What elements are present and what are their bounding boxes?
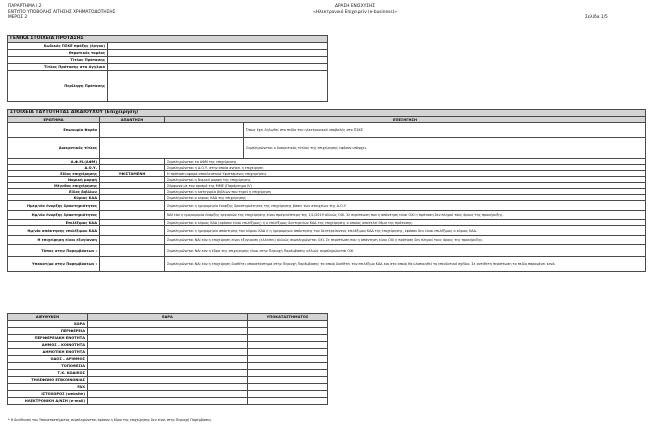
identity-label: Ημ/νία απόκτησης επιλέξιμου ΚΑΔ bbox=[8, 226, 100, 236]
general-value-field[interactable] bbox=[108, 43, 328, 50]
identity-section-title: ΣΤΟΙΧΕΙΑ ΤΑΥΤΟΤΗΤΑΣ ΔΙΚΑΙΟΥΧΟΥ (Επιχείρηση) bbox=[8, 110, 646, 117]
branch-field[interactable] bbox=[248, 328, 328, 335]
general-section-title: ΓΕΝΙΚΑ ΣΤΟΙΧΕΙΑ ΠΡΟΤΑΣΗΣ bbox=[8, 36, 328, 43]
address-label: ΔΗΜΟΣ – ΚΟΙΝΟΤΗΤΑ bbox=[8, 342, 88, 349]
general-label: Τίτλος Πρότασης bbox=[8, 57, 108, 64]
branch-field[interactable] bbox=[248, 335, 328, 342]
part-label: ΜΕΡΟΣ 2 bbox=[8, 15, 28, 21]
action-name: «Ηλεκτρονικό Επιχειρείν (e-business)» bbox=[313, 9, 397, 15]
seat-field[interactable] bbox=[88, 377, 248, 384]
seat-field[interactable] bbox=[88, 363, 248, 370]
answer-field[interactable] bbox=[100, 123, 244, 138]
identity-explain: Συμπληρώνεται ο κύριος ΚΑΔ (εφόσον είναι επιλέξιμος) ή ο επιλέξιμος δευτερεύων ΚΑΔ της επιχείρησης ο οποίος αποτελεί θέμα της πρότασης. bbox=[165, 220, 646, 226]
column-header-answer: ΑΠΑΝΤΗΣΗ bbox=[100, 117, 165, 123]
identity-label: Τόπος στην Παρεμβάσεων : bbox=[8, 245, 100, 257]
address-label: FAX bbox=[8, 384, 88, 391]
identity-explain: Συμπληρώνεται το ΑΦΜ της επιχείρησης bbox=[165, 159, 646, 165]
identity-label: Δ.Ο.Υ. bbox=[8, 165, 100, 171]
identity-label: Διακριτικός τίτλος bbox=[8, 138, 100, 159]
identity-explain: Συμπληρώνεται η ημερομηνία έναρξης δραστηριότητας της επιχείρησης βάσει των στοιχείων της Δ.Ο.Υ. bbox=[165, 201, 646, 211]
branch-field[interactable] bbox=[248, 398, 328, 405]
seat-field[interactable] bbox=[88, 335, 248, 342]
identity-label: Επωνυμία Φορέα bbox=[8, 123, 100, 138]
column-header-seat: ΕΔΡΑ bbox=[88, 314, 248, 321]
address-label: ΟΔΟΣ – ΑΡΙΘΜΟΣ bbox=[8, 356, 88, 363]
branch-field[interactable] bbox=[248, 321, 328, 328]
identity-explain: Συμπληρώνεται ΝΑΙ εάν η έδρα της επιχείρησης είναι στην Περιοχή Παρέμβασης αλλιώς συμπληρώνεται ΟΧΙ bbox=[165, 245, 646, 257]
identity-explain: Συμπληρώνεται η Νομική μορφή της επιχείρησης bbox=[165, 177, 646, 183]
action-label: ΔΡΑΣΗ ΕΝΙΣΧΥΣΗΣ bbox=[335, 4, 375, 9]
address-table bbox=[7, 313, 328, 405]
column-header-address: ΔΙΕΥΘΥΝΣΗ bbox=[8, 314, 88, 321]
answer-field[interactable] bbox=[100, 236, 165, 245]
answer-field[interactable] bbox=[100, 257, 165, 272]
identity-explain: ΝΑΙ εάν η ημερομηνία έναρξης εργασιών της επιχείρησης είναι προγενέστερη της 1/1/2019 αλλιώς ΟΧΙ. Σε περίπτωση που η απάντηση είναι ΟΧΙ η πρόταση δεν πληροί τους όρους της προκήρυξης. bbox=[165, 211, 646, 220]
address-label: ΠΕΡΙΦΕΡΕΙΑΚΗ ΕΝΟΤΗΤΑ bbox=[8, 335, 88, 342]
form-title: ΕΝΤΥΠΟ ΥΠΟΒΟΛΗΣ ΑΙΤΗΣΗΣ ΧΡΗΜΑΤΟΔΟΤΗΣΗΣ bbox=[8, 9, 116, 15]
identity-explain: Όπως έχει δηλωθεί στο πεδίο του ηλεκτρονικού υποβολής στο ΠΣΚΕ bbox=[244, 123, 646, 138]
branch-field[interactable] bbox=[248, 349, 328, 356]
general-value-field[interactable] bbox=[108, 57, 328, 64]
identity-label: Είδος βιβλίων bbox=[8, 189, 100, 195]
identity-label: Ημ/νία έναρξης δραστηριότητας bbox=[8, 211, 100, 220]
seat-field[interactable] bbox=[88, 384, 248, 391]
general-label: Περίληψη Πρότασης bbox=[8, 71, 108, 102]
seat-field[interactable] bbox=[88, 342, 248, 349]
identity-label: Επιλέξιμος ΚΑΔ bbox=[8, 220, 100, 226]
address-label: ΠΕΡΙΦΕΡΕΙΑ bbox=[8, 328, 88, 335]
identity-label: Νομική μορφή bbox=[8, 177, 100, 183]
address-label: ΤΗΛΕΦΩΝΟ ΕΠΙΚΟΙΝΩΝΙΑΣ bbox=[8, 377, 88, 384]
identity-explain: Συμπληρώνεται η κατηγορία βιβλίων που τηρεί η επιχείρηση bbox=[165, 189, 646, 195]
identity-table bbox=[7, 109, 646, 272]
column-header-branch: ΥΠΟΚΑΤΑΣΤΗΜΑΤΟΣ bbox=[248, 314, 328, 321]
page-number: Σελίδα 1/5 bbox=[585, 15, 608, 20]
branch-field[interactable] bbox=[248, 356, 328, 363]
identity-label: Α.Φ.Μ.(ΑΦΜ) bbox=[8, 159, 100, 165]
header-center bbox=[280, 4, 430, 15]
identity-label: Ημερ/νία έναρξης δραστηριότητας bbox=[8, 201, 100, 211]
general-value-field[interactable] bbox=[108, 50, 328, 57]
answer-field[interactable] bbox=[100, 138, 244, 159]
annex-label: ΠΑΡΑΡΤΗΜΑ Ι.2 bbox=[8, 4, 42, 9]
branch-field[interactable] bbox=[248, 384, 328, 391]
identity-label: Υποκατ/μα στην Παρεμβάσεων : bbox=[8, 257, 100, 272]
column-header-explain: ΕΠΕΞΗΓΗΣΗ bbox=[165, 117, 646, 123]
answer-field[interactable] bbox=[100, 211, 165, 220]
general-label: Κωδικός ΠΣΚΕ πρόξης (έργου) bbox=[8, 43, 108, 50]
address-label: ΗΛΕΚΤΡΟΝΙΚΗ Δ/ΝΣΗ (e-mail) bbox=[8, 398, 88, 405]
answer-field[interactable] bbox=[100, 201, 165, 211]
general-value-field[interactable] bbox=[108, 71, 328, 102]
branch-field[interactable] bbox=[248, 363, 328, 370]
seat-field[interactable] bbox=[88, 356, 248, 363]
identity-explain: Συμπληρώνεται η Δ.Ο.Υ. στην οποία ανήκει η επιχείρηση bbox=[165, 165, 646, 171]
identity-explain: Συμπληρώνεται η ημερομηνία απόκτησης του κύριου ΚΑΔ ή η ημερομηνία απόκτησης του δευτερεύοντος επιλέξιμου ΚΑΔ της επιχείρησης, εφόσον δεν είναι επιλέξιμος ο κύριος ΚΑΔ. bbox=[165, 226, 646, 236]
identity-explain: Συμπληρώνεται ΝΑΙ εάν η επιχείρηση είναι εξυγίανση (ελλείπει) αλλιώς συμπληρώνεται ΟΧΙ. Σε περίπτωση που η απάντηση είναι ΟΧΙ η πρόταση δεν πληροί τους όρους της προκήρυξης. bbox=[165, 236, 646, 245]
header-left bbox=[8, 4, 115, 21]
answer-field[interactable] bbox=[100, 245, 165, 257]
identity-explain: Συμπληρώνεται ΝΑΙ εάν η επιχείρηση διαθέτει υποκατάστημα στην Περιοχή Παρέμβασης το οποίο διαθέτει τον επιλέξιμο ΚΑΔ και στο οποίο θα υλοποιηθεί το επενδυτικό σχέδιο. Σε αντίθετη περίπτωση το πεδίο παραμένει κενό. bbox=[165, 257, 646, 272]
identity-explain: Σύμφωνα με τον ορισμό της ΜΜΕ (Παράρτημα IV) bbox=[165, 183, 646, 189]
seat-field[interactable] bbox=[88, 349, 248, 356]
general-label: Τίτλος Πρότασης στα Αγγλικά bbox=[8, 64, 108, 71]
identity-label: Η επιχείρηση είναι εξυγίανση bbox=[8, 236, 100, 245]
address-label: Τ.Κ. ΚΩΔΙΚΟΣ bbox=[8, 370, 88, 377]
seat-field[interactable] bbox=[88, 370, 248, 377]
branch-field[interactable] bbox=[248, 342, 328, 349]
address-label: ΤΟΠΟΘΕΣΙΑ bbox=[8, 363, 88, 370]
footnote: * Η διεύθυνση του Υποκαταστήματος συμπληρώνεται εφόσον η έδρα της επιχείρησης δεν είναι στην Περιοχή Παρέμβασης. bbox=[8, 418, 213, 422]
address-label: ΧΩΡΑ bbox=[8, 321, 88, 328]
seat-field[interactable] bbox=[88, 321, 248, 328]
general-details-table bbox=[7, 35, 328, 102]
answer-field[interactable] bbox=[100, 226, 165, 236]
answer-field[interactable]: ΥΦΙΣΤΑΜΕΝΗ bbox=[100, 171, 165, 177]
seat-field[interactable] bbox=[88, 398, 248, 405]
branch-field[interactable] bbox=[248, 370, 328, 377]
seat-field[interactable] bbox=[88, 391, 248, 398]
identity-explain: Συμπληρώνεται ο κύριος ΚΑΔ της επιχείρησης bbox=[165, 195, 646, 201]
general-value-field[interactable] bbox=[108, 64, 328, 71]
identity-label: Κύριος ΚΑΔ bbox=[8, 195, 100, 201]
column-header-question: ΕΡΩΤΗΜΑ bbox=[8, 117, 100, 123]
identity-label: Μέγεθος επιχείρησης bbox=[8, 183, 100, 189]
identity-explain: Συμπληρώνεται ο διακριτικός τίτλος της επιχείρησης εφόσον υπάρχει. bbox=[244, 138, 646, 159]
general-label: Θεματικός τομέας bbox=[8, 50, 108, 57]
identity-label: Είδος επιχείρησης bbox=[8, 171, 100, 177]
branch-field[interactable] bbox=[248, 391, 328, 398]
identity-explain: Η πρόταση αφορά αποκλειστικά Υφιστάμενες επιχειρήσεις bbox=[165, 171, 646, 177]
address-label: ΙΣΤΟΧΩΡΟΣ (website) bbox=[8, 391, 88, 398]
seat-field[interactable] bbox=[88, 328, 248, 335]
branch-field[interactable] bbox=[248, 377, 328, 384]
address-label: ΔΗΜΟΤΙΚΗ ΕΝΟΤΗΤΑ bbox=[8, 349, 88, 356]
